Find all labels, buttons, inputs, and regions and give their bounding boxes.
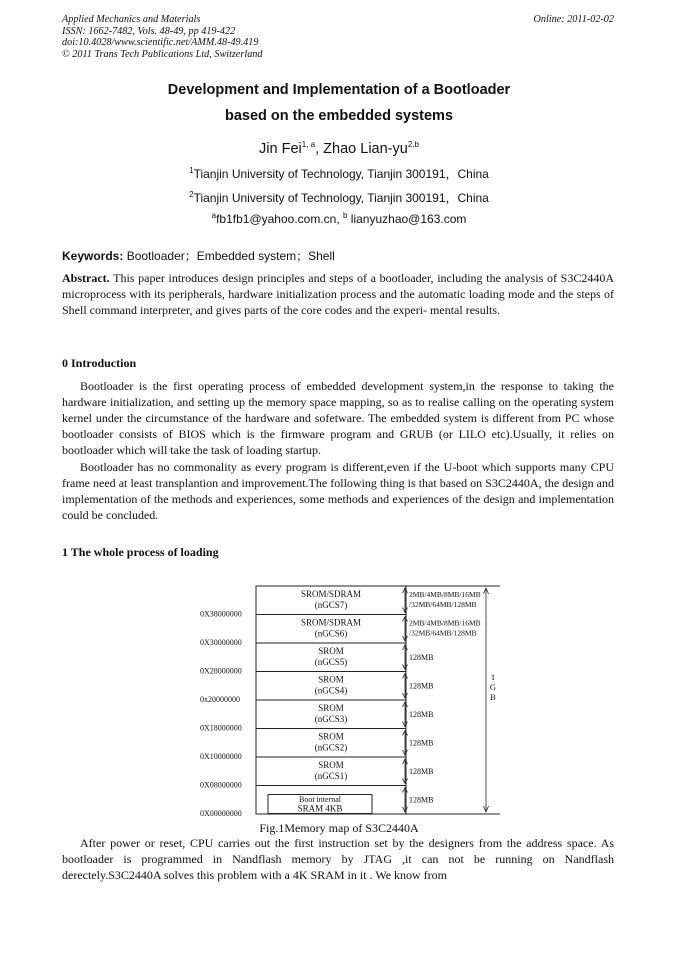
boot-sram-label: Boot internal <box>299 795 341 804</box>
email-a-sup: a <box>211 211 217 220</box>
keywords <box>62 247 335 264</box>
address-label: 0X10000000 <box>200 752 242 761</box>
address-label: 0X08000000 <box>200 780 242 790</box>
bank-name-label: SROM <box>318 760 344 770</box>
total-size-label: 1 <box>490 672 496 682</box>
address-label: 0X38000000 <box>200 609 242 619</box>
keywords-label: Keywords: <box>62 249 124 263</box>
email-b[interactable]: lianyuzhao@163.com <box>347 212 467 226</box>
bank-cs-label: (nGCS4) <box>314 685 348 696</box>
affiliation-2-sup: 2 <box>189 190 194 199</box>
bank-name-label: SROM <box>318 703 344 713</box>
bank-size-label: 128MB <box>409 710 434 719</box>
author-2: Zhao Lian-yu <box>323 141 408 157</box>
intro-paragraph-2: Bootloader has no commonality as every program is different,even if the U-boot which supports many CPU frame need at least transplantion and improvement.The following thing is that based on S3C2440A, the design and implementation of the methods and experiences, some methods and experiences of the design and implementation could be concluded. <box>62 460 614 523</box>
issn-line: ISSN: 1662-7482, Vols. 48-49, pp 419-422 <box>62 25 236 37</box>
bank-size-label: 128MB <box>409 653 434 662</box>
bank-cs-label: (nGCS2) <box>314 742 348 753</box>
bank-cs-label: (nGCS1) <box>314 771 348 781</box>
abstract <box>62 270 614 318</box>
bank-name-label: SROM/SDRAM <box>300 589 362 599</box>
author-1: Jin Fei <box>259 141 302 157</box>
intro-paragraph-1: Bootloader is the first operating process of embedded development system,in the response to taking the hardware initialization, and setting up the memory space mapping, so as to realise calling on the operating system kernel under the circumstance of the hardware and sofetware. The embedded system is different from PC whose bootloader consists of BIOS which is the firmware program and GRUB (or LILO etc).Usually, it relies on bootloader which will take the task of loading startup. <box>62 379 614 458</box>
bank-cs-label: (nGCS5) <box>314 657 348 667</box>
address-label: 0x20000000 <box>200 695 240 704</box>
total-size-label: G <box>489 682 497 692</box>
email-a[interactable]: fb1fb1@yahoo.com.cn, <box>216 212 343 226</box>
author-separator: , <box>315 141 324 157</box>
section-1-heading: 1 The whole process of loading <box>62 545 219 559</box>
loading-paragraph: After power or reset, CPU carries out the first instruction set by the designers from the address space. As bootloader is programmed in Nandflash memory by JTAG ,it can not be running on Nandflash derectely.S3C2440A solves this problem with a 4K SRAM in it . We know from <box>62 836 614 883</box>
copyright-line: © 2011 Trans Tech Publications Ltd, Switzerland <box>62 48 263 60</box>
affiliation-1-sup: 1 <box>189 166 194 175</box>
author-2-sup: 2,b <box>407 140 419 150</box>
bank-size-label: /32MB/64MB/128MB <box>409 600 477 609</box>
email-b-sup: b <box>343 211 348 220</box>
bank-size-label: 128MB <box>409 795 434 805</box>
author-line <box>0 141 678 157</box>
affiliation-2-text: Tianjin University of Technology, Tianjin 300191，China <box>193 191 489 205</box>
bank-size-label: 128MB <box>409 738 434 748</box>
keywords-text: Bootloader；Embedded system；Shell <box>123 249 335 263</box>
figure-caption: Fig.1Memory map of S3C2440A <box>259 821 419 835</box>
memory-map-diagram <box>190 584 510 816</box>
bank-size-label: 128MB <box>409 681 434 691</box>
section-0-heading: 0 Introduction <box>62 356 137 370</box>
boot-sram-size-label: SRAM 4KB <box>297 803 343 814</box>
bank-name-label: SROM <box>318 731 344 742</box>
paper-title-line-2: based on the embedded systems <box>224 108 454 124</box>
journal-name: Applied Mechanics and Materials <box>62 14 201 25</box>
bank-name-label: SROM/SDRAM <box>300 617 362 628</box>
bank-name-label: SROM <box>318 674 344 685</box>
author-1-sup: 1, a <box>301 140 316 150</box>
total-size-label: B <box>490 692 496 702</box>
doi-line: doi:10.4028/www.scientific.net/AMM.48-49.419 <box>62 37 259 49</box>
bank-cs-label: (nGCS6) <box>314 628 348 639</box>
bank-size-label: /32MB/64MB/128MB <box>409 628 477 638</box>
address-label: 0X30000000 <box>200 638 242 647</box>
bank-name-label: SROM <box>318 646 344 656</box>
email-line <box>0 212 678 226</box>
affiliation-1 <box>0 165 678 182</box>
address-label: 0X00000000 <box>200 809 242 816</box>
address-label: 0X18000000 <box>200 723 242 733</box>
affiliation-2 <box>0 189 678 206</box>
online-date: Online: 2011-02-02 <box>533 14 614 25</box>
address-label: 0X28000000 <box>200 666 242 676</box>
bank-size-label: 2MB/4MB/8MB/16MB <box>409 618 481 628</box>
paper-title-line-1: Development and Implementation of a Bootloader <box>167 82 511 98</box>
bank-size-label: 128MB <box>409 767 434 776</box>
bank-cs-label: (nGCS3) <box>314 714 348 724</box>
abstract-text: This paper introduces design principles and steps of a bootloader, including the analysis of S3C2440A microprocess with its peripherals, hardware initialization process and the automatic loading mode and the steps of Shell command interpreter, and gives parts of the core codes and the experi- mental results. <box>62 271 614 318</box>
affiliation-1-text: Tianjin University of Technology, Tianjin 300191，China <box>193 167 489 181</box>
abstract-label: Abstract. <box>62 271 110 285</box>
bank-cs-label: (nGCS7) <box>314 600 348 610</box>
bank-size-label: 2MB/4MB/8MB/16MB <box>409 590 481 599</box>
journal-header <box>62 14 614 60</box>
